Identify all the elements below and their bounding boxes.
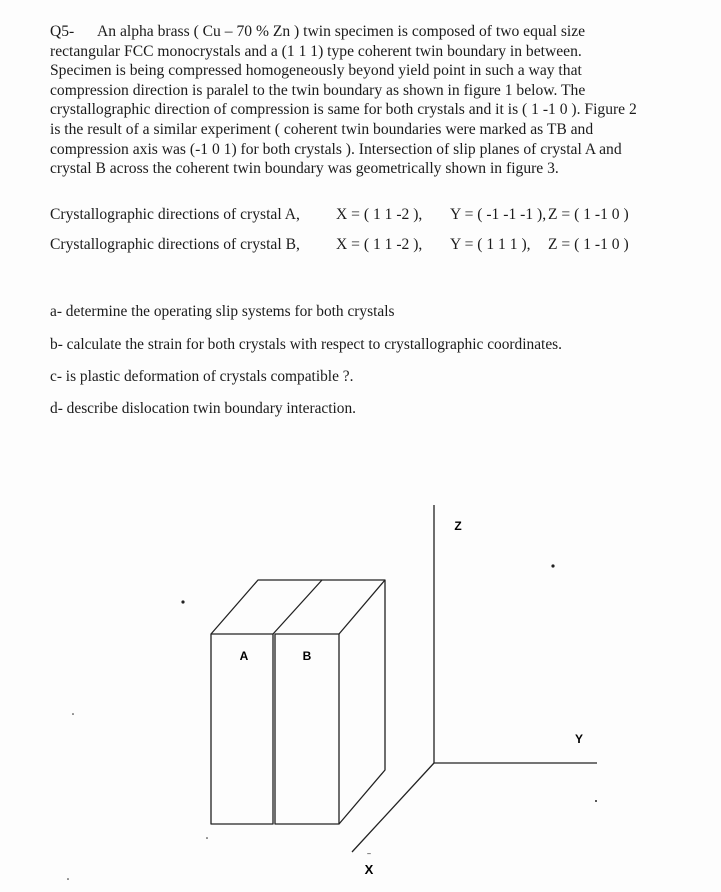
problem-line: is the result of a similar experiment ( coherent twin boundaries were marked as TB and [50,120,594,138]
problem-line: Q5- An alpha brass ( Cu – 70 % Zn ) twin specimen is composed of two equal size [50,23,586,40]
problem-line: compression direction is paralel to the twin boundary as shown in figure 1 below. The [50,81,586,99]
crystal-b-z: Z = ( 1 -1 0 ) [548,236,629,253]
problem-line: compression axis was (-1 0 1) for both crystals ). Intersection of slip planes of crystal A and [50,140,622,158]
problem-line: rectangular FCC monocrystals and a (1 1 1) type coherent twin boundary in between. [50,42,582,60]
crystal-a-label: Crystallographic directions of crystal A, [50,206,300,223]
problem-line: Specimen is being compressed homogeneously beyond yield point in such a way that [50,62,582,80]
question-a: a- determine the operating slip systems for both crystals [50,303,395,320]
problem-line: crystal B across the coherent twin boundary was geometrically shown in figure 3. [50,160,559,178]
crystal-b-label: B [302,649,312,663]
crystal-a-block [211,580,322,824]
y-axis-label: Y [574,732,584,746]
z-axis-label: Z [454,519,462,533]
question-number: Q5- [50,23,75,40]
crystal-a-label: A [239,649,249,663]
x-axis-label: X [364,862,374,877]
crystal-a-y: Y = ( -1 -1 -1 ), [450,206,547,223]
x-axis-overbar: ‾ [367,853,371,863]
crystal-a-z: Z = ( 1 -1 0 ) [548,206,629,223]
crystal-b-x: X = ( 1 1 -2 ), [336,236,423,253]
question-d: d- describe dislocation twin boundary interaction. [50,400,357,417]
x-axis-line [352,763,434,852]
crystal-a-x: X = ( 1 1 -2 ), [336,206,423,223]
crystal-b-label: Crystallographic directions of crystal B, [50,236,300,253]
scan-specks [67,564,597,879]
problem-line: crystallographic direction of compression is same for both crystals and it is ( 1 -1 0 ). Figure 2 [50,101,637,119]
crystal-b-y: Y = ( 1 1 1 ), [450,236,531,253]
crystal-b-block [275,580,385,824]
question-b: b- calculate the strain for both crystals with respect to crystallographic coordinates. [50,336,562,353]
question-c: c- is plastic deformation of crystals compatible ?. [50,368,354,385]
